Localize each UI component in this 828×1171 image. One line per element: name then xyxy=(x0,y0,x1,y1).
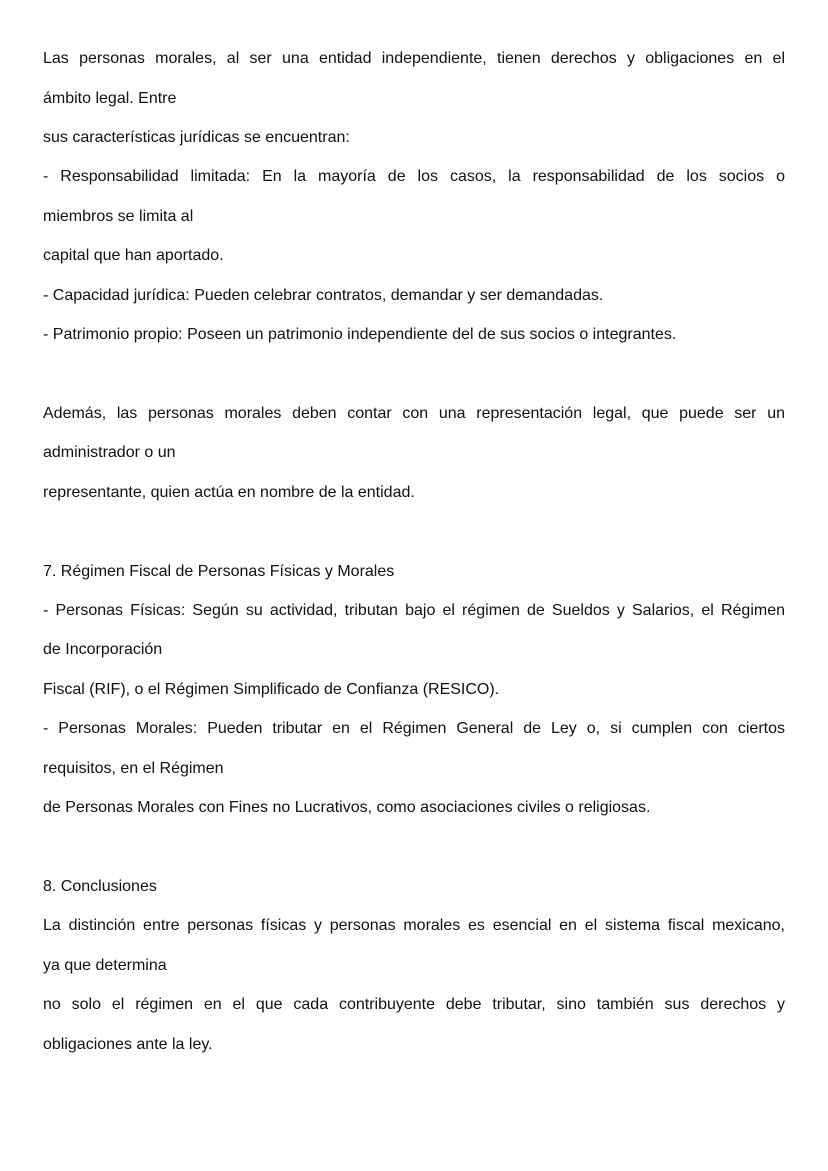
text-line: ámbito legal. Entre xyxy=(43,90,177,107)
text-line: Además, las personas morales deben contar con una representación legal, que puede ser un xyxy=(43,405,785,422)
text-line: - Personas Morales: Pueden tributar en el Régimen General de Ley o, si cumplen con ciertos xyxy=(43,720,785,737)
text-line: administrador o un xyxy=(43,444,176,461)
text-line: - Patrimonio propio: Poseen un patrimonio independiente del de sus socios o integrantes. xyxy=(43,326,677,343)
text-line: sus características jurídicas se encuentran: xyxy=(43,129,350,146)
text-line: La distinción entre personas físicas y personas morales es esencial en el sistema fiscal mexicano, xyxy=(43,917,785,934)
text-line: de Incorporación xyxy=(43,641,163,658)
text-line: representante, quien actúa en nombre de la entidad. xyxy=(43,484,415,501)
text-line: Fiscal (RIF), o el Régimen Simplificado de Confianza (RESICO). xyxy=(43,681,500,698)
text-line: obligaciones ante la ley. xyxy=(43,1036,213,1053)
text-line: ya que determina xyxy=(43,957,167,974)
section-heading: 7. Régimen Fiscal de Personas Físicas y Morales xyxy=(43,563,395,580)
text-line: requisitos, en el Régimen xyxy=(43,760,224,777)
section-heading: 8. Conclusiones xyxy=(43,878,157,895)
text-line: - Personas Físicas: Según su actividad, tributan bajo el régimen de Sueldos y Salarios, el Régimen xyxy=(43,602,785,619)
text-line: de Personas Morales con Fines no Lucrativos, como asociaciones civiles o religiosas. xyxy=(43,799,651,816)
text-line: - Capacidad jurídica: Pueden celebrar contratos, demandar y ser demandadas. xyxy=(43,287,604,304)
text-line: no solo el régimen en el que cada contribuyente debe tributar, sino también sus derechos y xyxy=(43,996,785,1013)
text-line: capital que han aportado. xyxy=(43,247,224,264)
text-line: Las personas morales, al ser una entidad independiente, tienen derechos y obligaciones en el xyxy=(43,50,785,67)
text-line: miembros se limita al xyxy=(43,208,194,225)
text-line: - Responsabilidad limitada: En la mayoría de los casos, la responsabilidad de los socios o xyxy=(43,168,785,185)
